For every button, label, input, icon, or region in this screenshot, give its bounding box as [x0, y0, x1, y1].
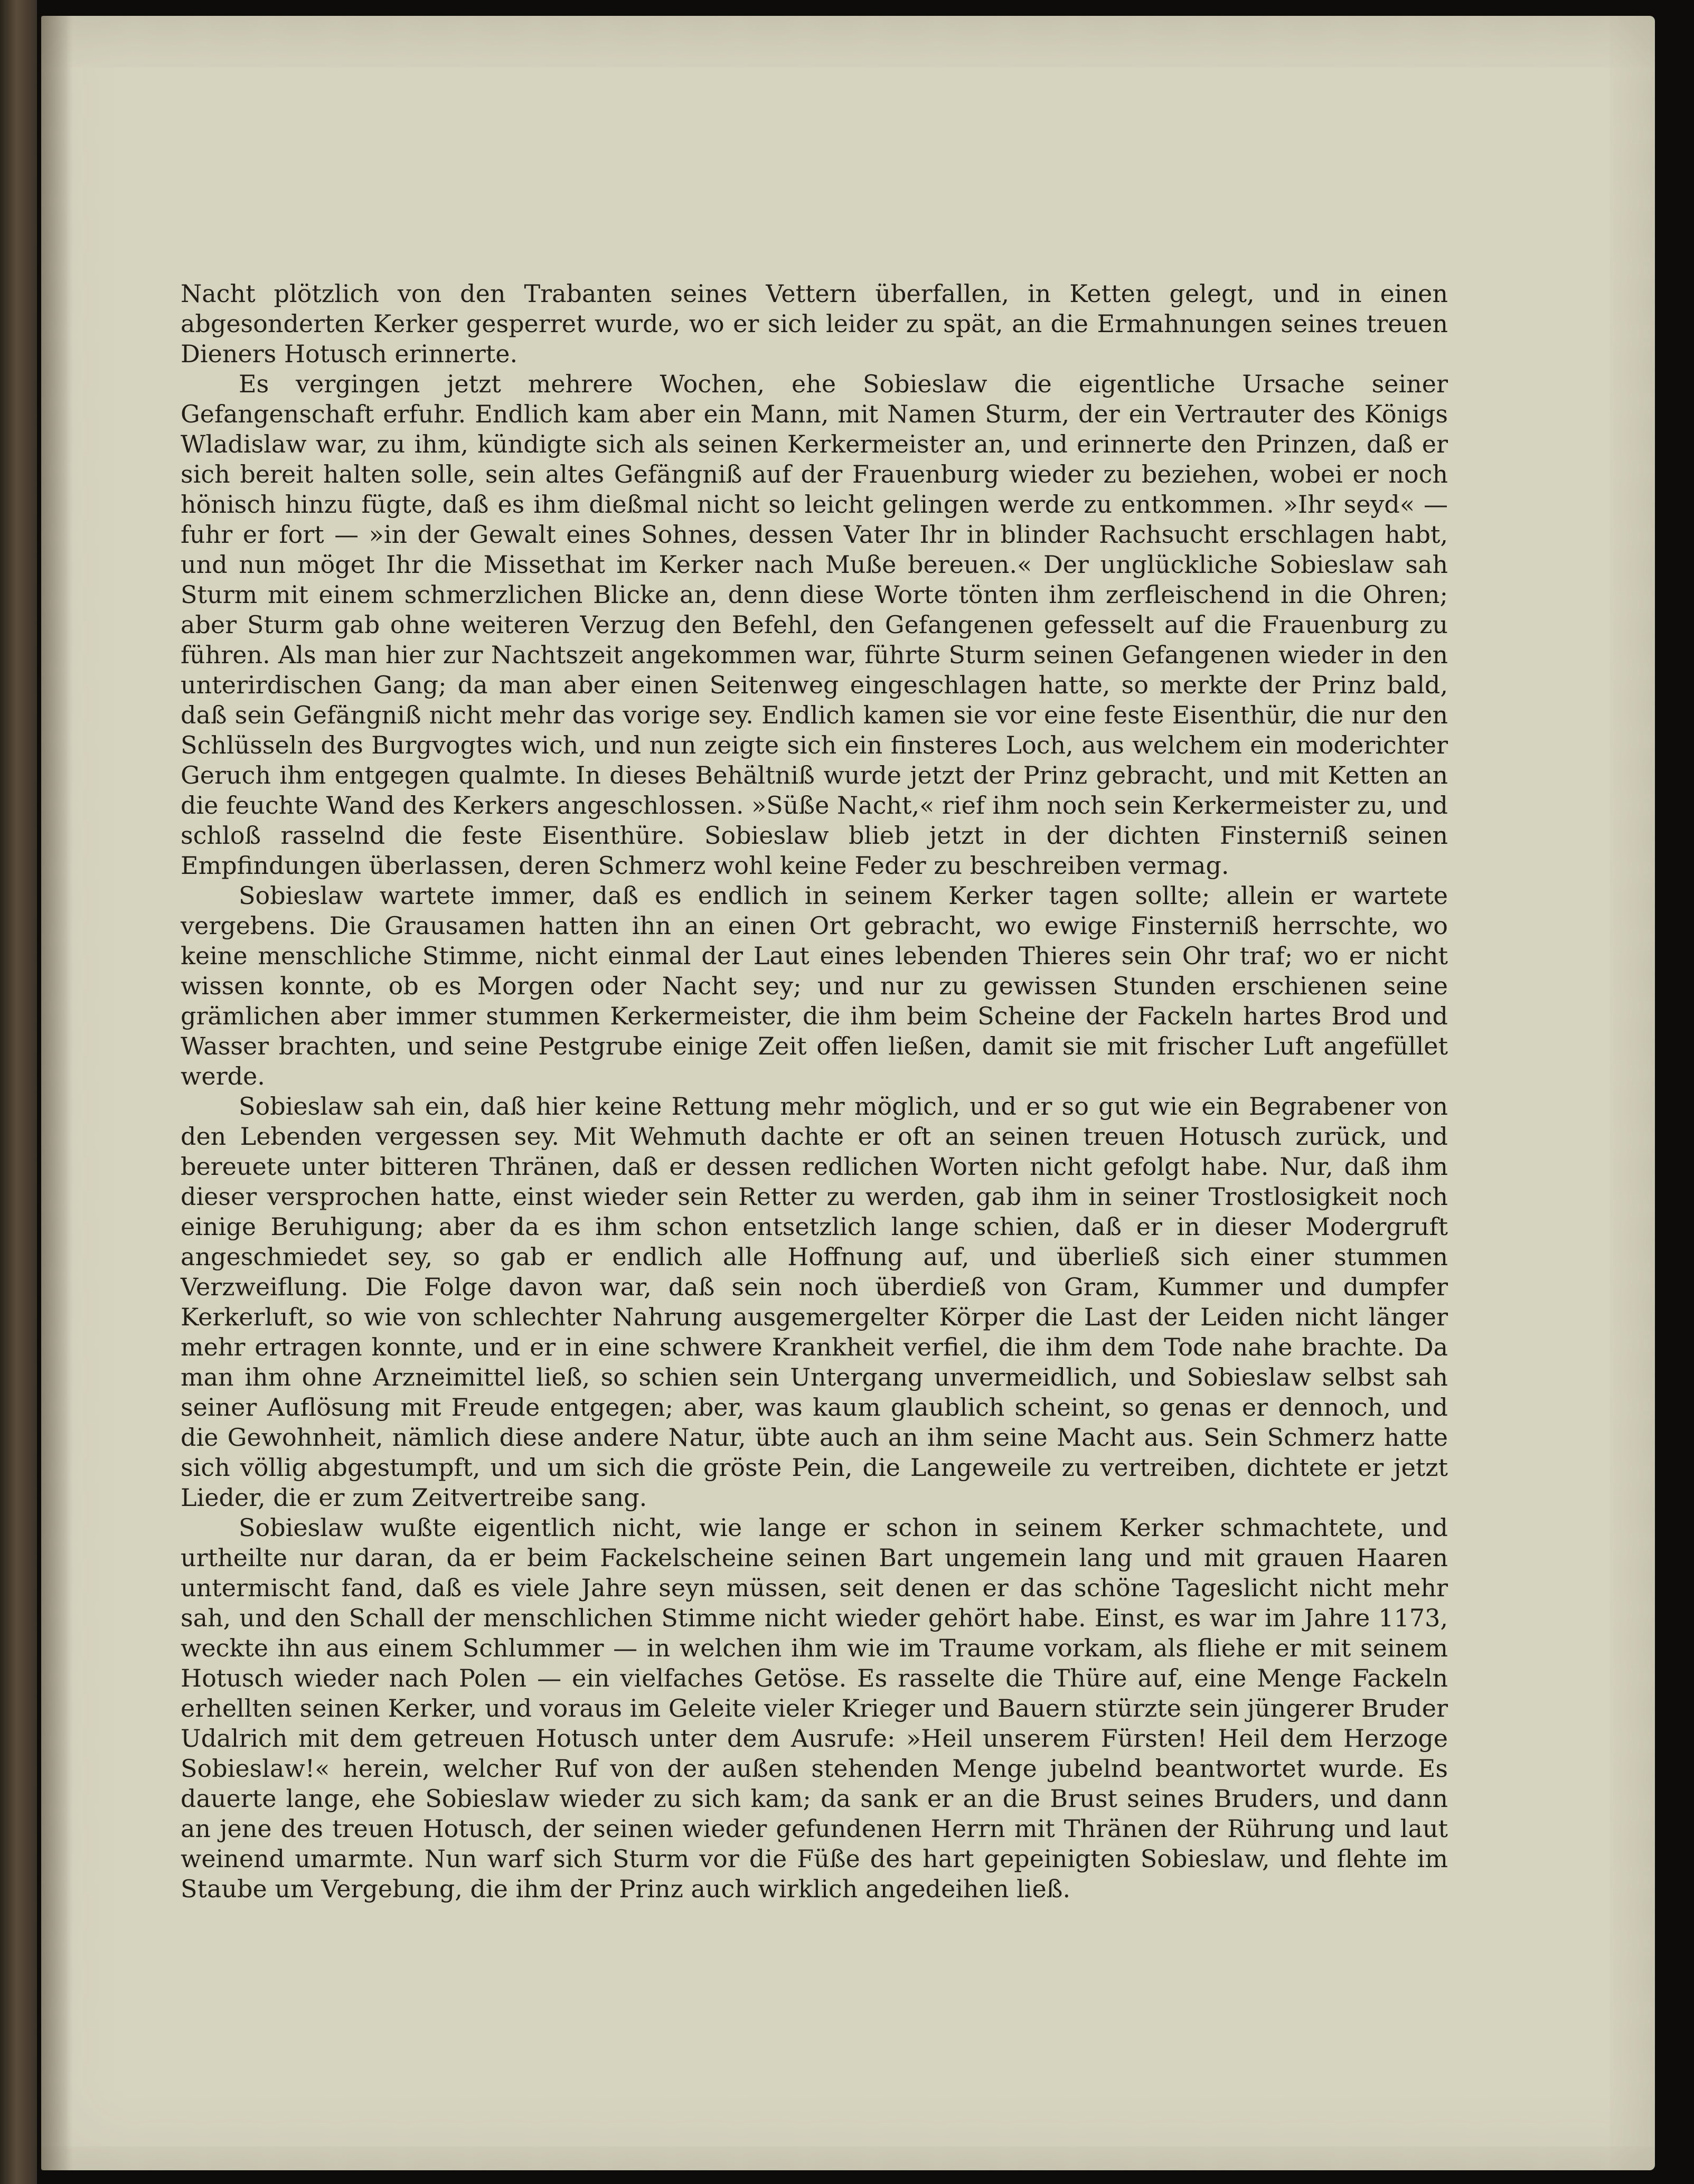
- paragraph-5: Sobieslaw wußte eigentlich nicht, wie lange er schon in seinem Kerker schmachtete, und urtheilte nur daran, da er beim Fackelscheine seinen Bart ungemein lang und mit grauen Haaren untermischt fand, daß es viele Jahre seyn müssen, seit denen er das schöne Tageslicht nicht mehr sah, und den Schall der menschlichen Stimme nicht wieder gehört habe. Einst, es war im Jahre 1173, weckte ihn aus einem Schlummer — in welchen ihm wie im Traume vorkam, als fliehe er mit seinem Hotusch wieder nach Polen — ein vielfaches Getöse. Es rasselte die Thüre auf, eine Menge Fackeln erhellten seinen Kerker, und voraus im Geleite vieler Krieger und Bauern stürzte sein jüngerer Bruder Udalrich mit dem getreuen Hotusch unter dem Ausrufe: »Heil unserem Fürsten! Heil dem Herzoge Sobieslaw!« herein, welcher Ruf von der außen stehenden Menge jubelnd beantwortet wurde. Es dauerte lange, ehe Sobieslaw wieder zu sich kam; da sank er an die Brust seines Bruders, und dann an jene des treuen Hotusch, der seinen wieder gefundenen Herrn mit Thränen der Rührung und laut weinend umarmte. Nun warf sich Sturm vor die Füße des hart gepeinigten Sobieslaw, und flehte im Staube um Vergebung, die ihm der Prinz auch wirklich angedeihen ließ.: [181, 1513, 1448, 1903]
- paragraph-1: Nacht plötzlich von den Trabanten seines Vettern überfallen, in Ketten gelegt, und in einen abgesonderten Kerker gesperret wurde, wo er sich leider zu spät, an die Ermahnungen seines treuen Dieners Hotusch erinnerte.: [181, 279, 1448, 368]
- paragraph-2: Es vergingen jetzt mehrere Wochen, ehe Sobieslaw die eigentliche Ursache seiner Gefangenschaft erfuhr. Endlich kam aber ein Mann, mit Namen Sturm, der ein Vertrauter des Königs Wladislaw war, zu ihm, kündigte sich als seinen Kerkermeister an, und erinnerte den Prinzen, daß er sich bereit halten solle, sein altes Gefängniß auf der Frauenburg wieder zu beziehen, wobei er noch hönisch hinzu fügte, daß es ihm dießmal nicht so leicht gelingen werde zu entkommen. »Ihr seyd« — fuhr er fort — »in der Gewalt eines Sohnes, dessen Vater Ihr in blinder Rachsucht erschlagen habt, und nun möget Ihr die Missethat im Kerker nach Muße bereuen.« Der unglückliche Sobieslaw sah Sturm mit einem schmerzlichen Blicke an, denn diese Worte tönten ihm zerfleischend in die Ohren; aber Sturm gab ohne weiteren Verzug den Befehl, den Gefangenen gefesselt auf die Frauenburg zu führen. Als man hier zur Nachtszeit angekommen war, führte Sturm seinen Gefangenen wieder in den unterirdischen Gang; da man aber einen Seitenweg eingeschlagen hatte, so merkte der Prinz bald, daß sein Gefängniß nicht mehr das vorige sey. Endlich kamen sie vor eine feste Eisenthür, die nur den Schlüsseln des Burgvogtes wich, und nun zeigte sich ein finsteres Loch, aus welchem ein moderichter Geruch ihm entgegen qualmte. In dieses Behältniß wurde jetzt der Prinz gebracht, und mit Ketten an die feuchte Wand des Kerkers angeschlossen. »Süße Nacht,« rief ihm noch sein Kerkermeister zu, und schloß rasselnd die feste Eisenthüre. Sobieslaw blieb jetzt in der dichten Finsterniß seinen Empfindungen überlassen, deren Schmerz wohl keine Feder zu beschreiben vermag.: [181, 370, 1448, 880]
- paragraph-4: Sobieslaw sah ein, daß hier keine Rettung mehr möglich, und er so gut wie ein Begrabener von den Lebenden vergessen sey. Mit Wehmuth dachte er oft an seinen treuen Hotusch zurück, und bereuete unter bitteren Thränen, daß er dessen redlichen Worten nicht gefolgt habe. Nur, daß ihm dieser versprochen hatte, einst wieder sein Retter zu werden, gab ihm in seiner Trostlosigkeit noch einige Beruhigung; aber da es ihm schon entsetzlich lange schien, daß er in dieser Modergruft angeschmiedet sey, so gab er endlich alle Hoffnung auf, und überließ sich einer stummen Verzweiflung. Die Folge davon war, daß sein noch überdieß von Gram, Kummer und dumpfer Kerkerluft, so wie von schlechter Nahrung ausgemergelter Körper die Last der Leiden nicht länger mehr ertragen konnte, und er in eine schwere Krankheit verfiel, die ihm dem Tode nahe brachte. Da man ihm ohne Arzneimittel ließ, so schien sein Untergang unvermeidlich, und Sobieslaw selbst sah seiner Auflösung mit Freude entgegen; aber, was kaum glaublich scheint, so genas er dennoch, und die Gewohnheit, nämlich diese andere Natur, übte auch an ihm seine Macht aus. Sein Schmerz hatte sich völlig abgestumpft, und um sich die gröste Pein, die Langeweile zu vertreiben, dichtete er jetzt Lieder, die er zum Zeitvertreibe sang.: [181, 1092, 1448, 1512]
- paragraph-3: Sobieslaw wartete immer, daß es endlich in seinem Kerker tagen sollte; allein er wartete vergebens. Die Grausamen hatten ihn an einen Ort gebracht, wo ewige Finsterniß herrschte, wo keine menschliche Stimme, nicht einmal der Laut eines lebenden Thieres sein Ohr traf; wo er nicht wissen konnte, ob es Morgen oder Nacht sey; und nur zu gewissen Stunden erschienen seine grämlichen aber immer stummen Kerkermeister, die ihm beim Scheine der Fackeln hartes Brod und Wasser brachten, und seine Pestgrube einige Zeit offen ließen, damit sie mit frischer Luft angefüllet werde.: [181, 881, 1448, 1090]
- body-text: [181, 279, 1448, 1904]
- book-spine-edge: [0, 0, 37, 2184]
